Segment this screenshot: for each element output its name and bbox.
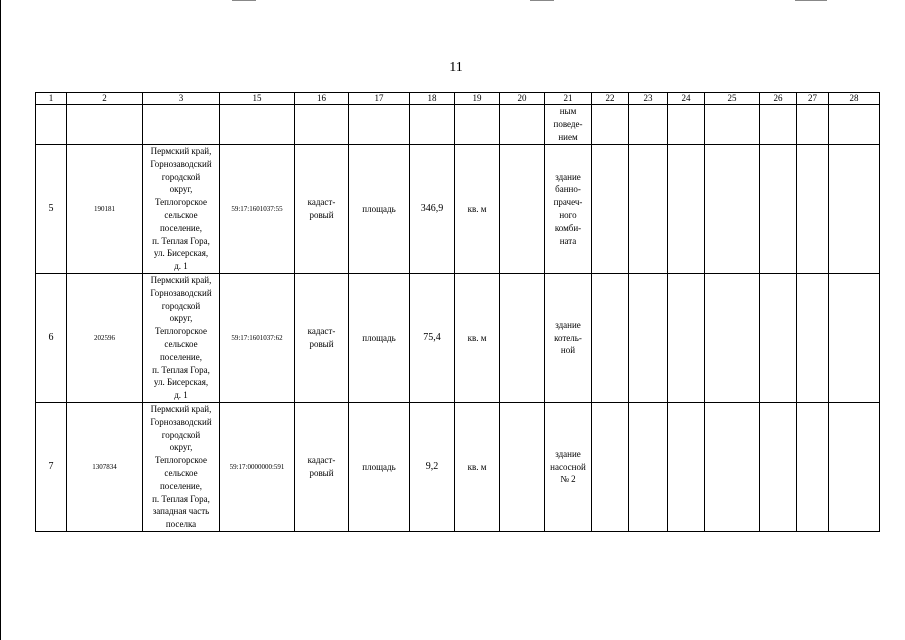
text-line: городской [161,300,201,311]
scan-mark [232,0,256,1]
unit-cell: кв. м [455,403,500,532]
characteristic-type: площадь [349,145,410,274]
text-line: поселение, [159,222,202,233]
text-line: Теплогорское [155,197,207,208]
empty-cell [500,403,545,532]
number-type-cell [295,403,349,532]
empty-cell [829,274,880,403]
text-line: № 2 [560,474,576,485]
text-line: сельское [164,468,198,478]
row-number: 7 [36,403,67,532]
scan-mark [795,0,827,1]
text-line: западная часть [152,506,210,517]
text-line: кадаст- [307,326,336,337]
page-number: 11 [449,60,463,75]
text-line: ным [559,106,577,117]
scan-mark [530,0,554,1]
text-line: п. Теплая Гора, [152,493,210,504]
text-line: д. 1 [174,261,188,272]
empty-cell [592,403,629,532]
characteristic-type: площадь [349,403,410,532]
address-cell [143,274,220,403]
text-line: Теплогорское [155,326,207,337]
empty-cell [760,105,797,145]
column-header: 16 [295,93,349,105]
empty-cell [629,105,668,145]
object-name-cell [545,145,592,274]
text-line: комби- [554,222,582,233]
unit-cell: кв. м [455,145,500,274]
text-line: городской [161,429,201,440]
empty-cell [705,145,760,274]
empty-cell [797,105,829,145]
empty-cell [705,105,760,145]
cadastral-number: 59:17:1601037:55 [220,145,295,274]
text-line: ната [559,235,577,246]
empty-cell [67,105,143,145]
empty-cell [410,105,455,145]
text-line: п. Теплая Гора, [152,235,210,246]
cadastral-number: 59:17:0000000:591 [220,403,295,532]
characteristic-value: 75,4 [410,274,455,403]
text-line: ровый [309,339,334,349]
registry-id: 1307834 [67,403,143,532]
empty-cell [668,145,705,274]
text-line: округ, [169,184,193,195]
characteristic-value: 346,9 [410,145,455,274]
text-line: котель- [554,332,582,343]
text-line: Теплогорское [155,455,207,466]
empty-cell [797,274,829,403]
text-line: округ, [169,442,193,453]
column-header: 22 [592,93,629,105]
empty-cell [705,403,760,532]
text-line: сельское [164,339,198,349]
number-type-cell [295,274,349,403]
empty-cell [592,105,629,145]
text-line: кадаст- [307,455,336,466]
text-line: п. Теплая Гора, [152,364,210,375]
text-line: поселение, [159,351,202,362]
empty-cell [500,274,545,403]
column-header: 18 [410,93,455,105]
empty-cell [760,403,797,532]
empty-cell [592,145,629,274]
column-header: 25 [705,93,760,105]
address-cell [143,403,220,532]
column-header: 2 [67,93,143,105]
address-cell [143,145,220,274]
text-line: здание [555,319,581,330]
column-header: 27 [797,93,829,105]
column-header: 20 [500,93,545,105]
text-line: нием [558,131,578,142]
empty-cell [629,274,668,403]
table-row [36,274,880,403]
object-name-cell [545,274,592,403]
table-row [36,403,880,532]
text-line: ровый [309,468,334,478]
text-line: ного [559,210,577,220]
object-name-cell [545,105,592,145]
column-header: 19 [455,93,500,105]
text-line: Горнозаводский [150,287,212,298]
text-line: поселка [165,519,197,530]
empty-cell [797,145,829,274]
empty-cell [829,403,880,532]
text-line: Пермский край, [150,275,212,286]
empty-cell [500,105,545,145]
text-line: поселение, [159,480,202,491]
text-line: ул. Бисерская, [153,377,209,388]
empty-cell [500,145,545,274]
empty-cell [668,274,705,403]
text-line: д. 1 [174,390,188,401]
column-header: 15 [220,93,295,105]
number-type-cell [295,145,349,274]
column-header: 1 [36,93,67,105]
text-line: округ, [169,313,193,324]
empty-cell [760,274,797,403]
text-line: Пермский край, [150,404,212,415]
column-header: 24 [668,93,705,105]
empty-cell [629,145,668,274]
object-name-cell [545,403,592,532]
empty-cell [143,105,220,145]
empty-cell [220,105,295,145]
empty-cell [760,145,797,274]
empty-cell [455,105,500,145]
text-line: ровый [309,210,334,220]
text-line: ной [560,345,576,356]
cadastral-number: 59:17:1601037:62 [220,274,295,403]
text-line: здание [555,171,581,182]
text-line: насосной [550,461,586,472]
text-line: здание [555,448,581,459]
property-register-table [35,92,880,532]
page-edge [0,0,1,640]
empty-cell [592,274,629,403]
row-number: 5 [36,145,67,274]
column-header: 23 [629,93,668,105]
text-line: сельское [164,210,198,220]
empty-cell [797,403,829,532]
column-header: 21 [545,93,592,105]
unit-cell: кв. м [455,274,500,403]
text-line: Пермский край, [150,146,212,157]
column-header: 26 [760,93,797,105]
text-line: поведе- [553,119,583,130]
empty-cell [349,105,410,145]
text-line: Горнозаводский [150,158,212,169]
empty-cell [705,274,760,403]
empty-cell [829,145,880,274]
empty-cell [629,403,668,532]
registry-id: 190181 [67,145,143,274]
text-line: прачеч- [553,197,583,208]
text-line: городской [161,171,201,182]
empty-cell [829,105,880,145]
characteristic-type: площадь [349,274,410,403]
column-header: 28 [829,93,880,105]
empty-cell [668,105,705,145]
text-line: кадаст- [307,197,336,208]
text-line: ул. Бисерская, [153,248,209,259]
column-header: 17 [349,93,410,105]
header-row [36,93,880,105]
table-row [36,145,880,274]
registry-id: 202596 [67,274,143,403]
characteristic-value: 9,2 [410,403,455,532]
text-line: Горнозаводский [150,416,212,427]
empty-cell [295,105,349,145]
text-line: банно- [555,184,581,195]
column-header: 3 [143,93,220,105]
empty-cell [668,403,705,532]
row-number: 6 [36,274,67,403]
empty-cell [36,105,67,145]
continuation-row [36,105,880,145]
